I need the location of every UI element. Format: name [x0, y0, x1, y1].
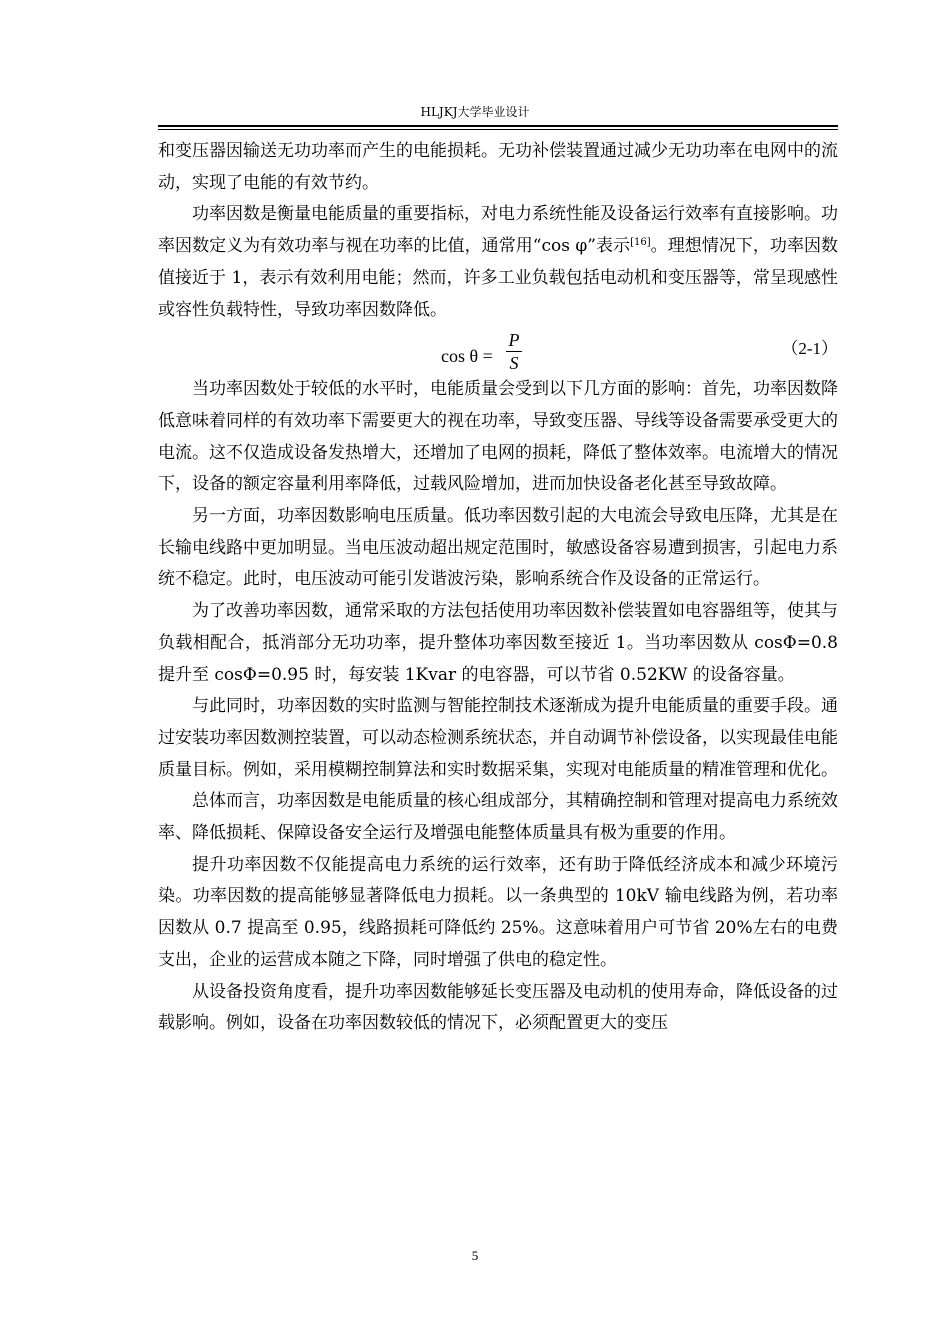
paragraph-text: 。理想情况下，功率因数值接近于 1，表示有效利用电能；然而，许多工业负载包括电动机和变压器等，常呈现感性或容性负载特性，导致功率因数降低。	[158, 236, 839, 320]
header-rule-thick	[158, 125, 838, 127]
page-number: 5	[471, 1248, 479, 1263]
paragraph-text: 功率因数是衡量电能质量的重要指标，对电力系统性能及设备运行效率有直接影响。功率因数定义为有效功率与视在功率的比值，通常用“cos φ”表示	[158, 204, 838, 257]
paragraph: 当功率因数处于较低的水平时，电能质量会受到以下几方面的影响：首先，功率因数降低意味着同样的有效功率下需要更大的视在功率，导致变压器、导线等设备需要承受更大的电流。这不仅造成设备发热增大，还增加了电网的损耗，降低了整体效率。电流增大的情况下，设备的额定容量利用率降低，过载风险增加，进而加快设备老化甚至导致故障。	[158, 379, 838, 495]
paragraph: 从设备投资角度看，提升功率因数能够延长变压器及电动机的使用寿命，降低设备的过载影响。例如，设备在功率因数较低的情况下，必须配置更大的变压	[158, 981, 838, 1034]
equation-lhs: cos θ =	[441, 346, 493, 367]
citation: [16]	[630, 237, 651, 249]
paragraph	[158, 199, 838, 326]
fraction-denominator: S	[509, 353, 519, 374]
paragraph: 提升功率因数不仅能提高电力系统的运行效率，还有助于降低经济成本和减少环境污染。功率因数的提高能够显著降低电力损耗。以一条典型的 10kV 输电线路为例，若功率因数从 0.7 提高至 0.95，线路损耗可降低约 25%。这意味着用户可节省 20%左右的电费支出，企业的运营成本随之下降，同时增强了供电的稳定性。	[158, 854, 838, 970]
running-header: HLJKJ大学毕业设计	[420, 105, 530, 119]
paragraph: 另一方面，功率因数影响电压质量。低功率因数引起的大电流会导致电压降，尤其是在长输电线路中更加明显。当电压波动超出规定范围时，敏感设备容易遭到损害，引起电力系统不稳定。此时，电压波动可能引发谐波污染，影响系统合作及设备的正常运行。	[158, 506, 838, 590]
fraction-numerator: P	[508, 330, 520, 351]
header-rule-thin	[158, 129, 838, 130]
paragraph: 与此同时，功率因数的实时监测与智能控制技术逐渐成为提升电能质量的重要手段。通过安装功率因数测控装置，可以动态检测系统状态，并自动调节补偿设备，以实现最佳电能质量目标。例如，采用模糊控制算法和实时数据采集，实现对电能质量的精准管理和优化。	[158, 696, 838, 780]
equation-number: （2-1）	[781, 339, 838, 359]
paragraph: 和变压器因输送无功功率而产生的电能损耗。无功补偿装置通过减少无功功率在电网中的流动，实现了电能的有效节约。	[158, 141, 838, 193]
fraction-bar	[506, 351, 522, 352]
body-text	[158, 136, 838, 1040]
equation-fraction	[506, 330, 522, 373]
paragraph: 总体而言，功率因数是电能质量的核心组成部分，其精确控制和管理对提高电力系统效率、降低损耗、保障设备安全运行及增强电能整体质量具有极为重要的作用。	[158, 791, 838, 844]
paragraph: 为了改善功率因数，通常采取的方法包括使用功率因数补偿装置如电容器组等，使其与负载相配合，抵消部分无功功率，提升整体功率因数至接近 1。当功率因数从 cosΦ=0.8 提升至 cosΦ=0.95 时，每安装 1Kvar 的电容器，可以节省 0.52KW 的设备容量。	[158, 601, 838, 685]
equation	[158, 322, 838, 372]
